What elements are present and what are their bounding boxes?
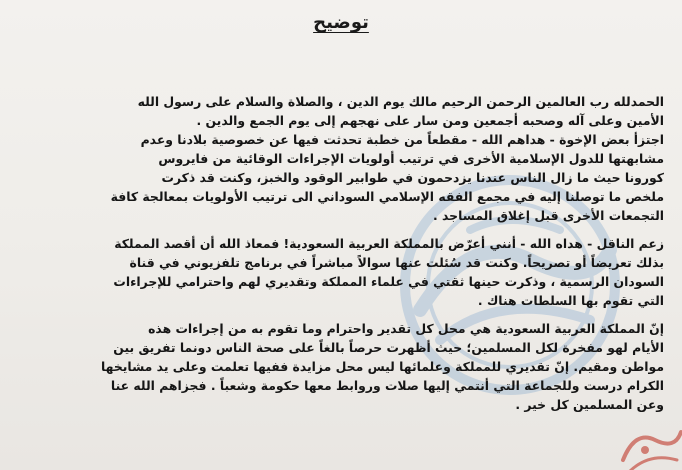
document-title xyxy=(0,12,682,33)
text-line: التي تقوم بها السلطات هناك . xyxy=(477,293,664,308)
text-line: كورونا حيث ما زال الناس عندنا يزدحمون في طوابير الوقود والخبز، وكنت قد ذكرت xyxy=(161,170,664,185)
text-line: الأيام لهو مفخرة لكل المسلمين؛ حيث أظهرت حرصاً بالغاً على صحة الناس دونما تفريق بين xyxy=(113,340,664,355)
text-line: ملخص ما توصلنا إليه في مجمع الفقه الإسلامي السوداني الى ترتيب الأولويات بمعالجة كافة xyxy=(110,189,664,204)
paragraph-1 xyxy=(32,92,664,225)
text-line: بذلك تعريضاً أو تصريحاً. وكنت قد سُئلت عنها سوالاً مباشراً في برنامج تلفزيوني في قناة xyxy=(129,255,664,270)
text-line: الحمدلله رب العالمين الرحمن الرحيم مالك يوم الدين ، والصلاة والسلام على رسول الله xyxy=(137,94,664,109)
text-line: السودان الرسمية ، وذكرت حينها ثقتي في علماء المملكة وتقديري لهم واحترامي للإجراءات xyxy=(113,274,664,289)
red-stamp-icon xyxy=(615,420,682,470)
paragraph-3 xyxy=(32,319,664,414)
text-line: مواطن ومقيم. إنّ تقديري للمملكة وعلمائها ليس محل مزايدة ففيها تعلمت وعلى يد مشايخها xyxy=(101,359,664,374)
paragraph-2 xyxy=(32,234,664,310)
text-line: وعن المسلمين كل خير . xyxy=(515,397,664,412)
text-line: التجمعات الأخرى قبل إغلاق المساجد . xyxy=(432,208,664,223)
document-title-text: توضيح xyxy=(313,12,369,33)
document-body xyxy=(32,92,664,423)
text-line: زعم الناقل - هداه الله - أنني أعرّض بالمملكة العربية السعودية! فمعاذ الله أن أقصد المملكة xyxy=(114,236,664,251)
text-line: الكرام درست وللجماعة التي أنتمي إليها صلات وروابط معها حكومة وشعباً . فجزاهم الله عنا xyxy=(110,378,664,393)
text-line: مشابهتها للدول الإسلامية الأخرى في ترتيب أولويات الإجراءات الوقائية من فايروس xyxy=(158,151,664,166)
text-line: الأمين وعلى آله وصحبه أجمعين ومن سار على نهجهم إلى يوم الجمع والدين . xyxy=(196,113,664,128)
text-line: إنّ المملكة العربية السعودية هي محل كل تقدير واحترام وما تقوم به من إجراءات هذه xyxy=(148,321,664,336)
text-line: اجتزأ بعض الإخوة - هداهم الله - مقطعاً من خطبة تحدثت فيها عن خصوصية بلادنا وعدم xyxy=(140,132,664,147)
